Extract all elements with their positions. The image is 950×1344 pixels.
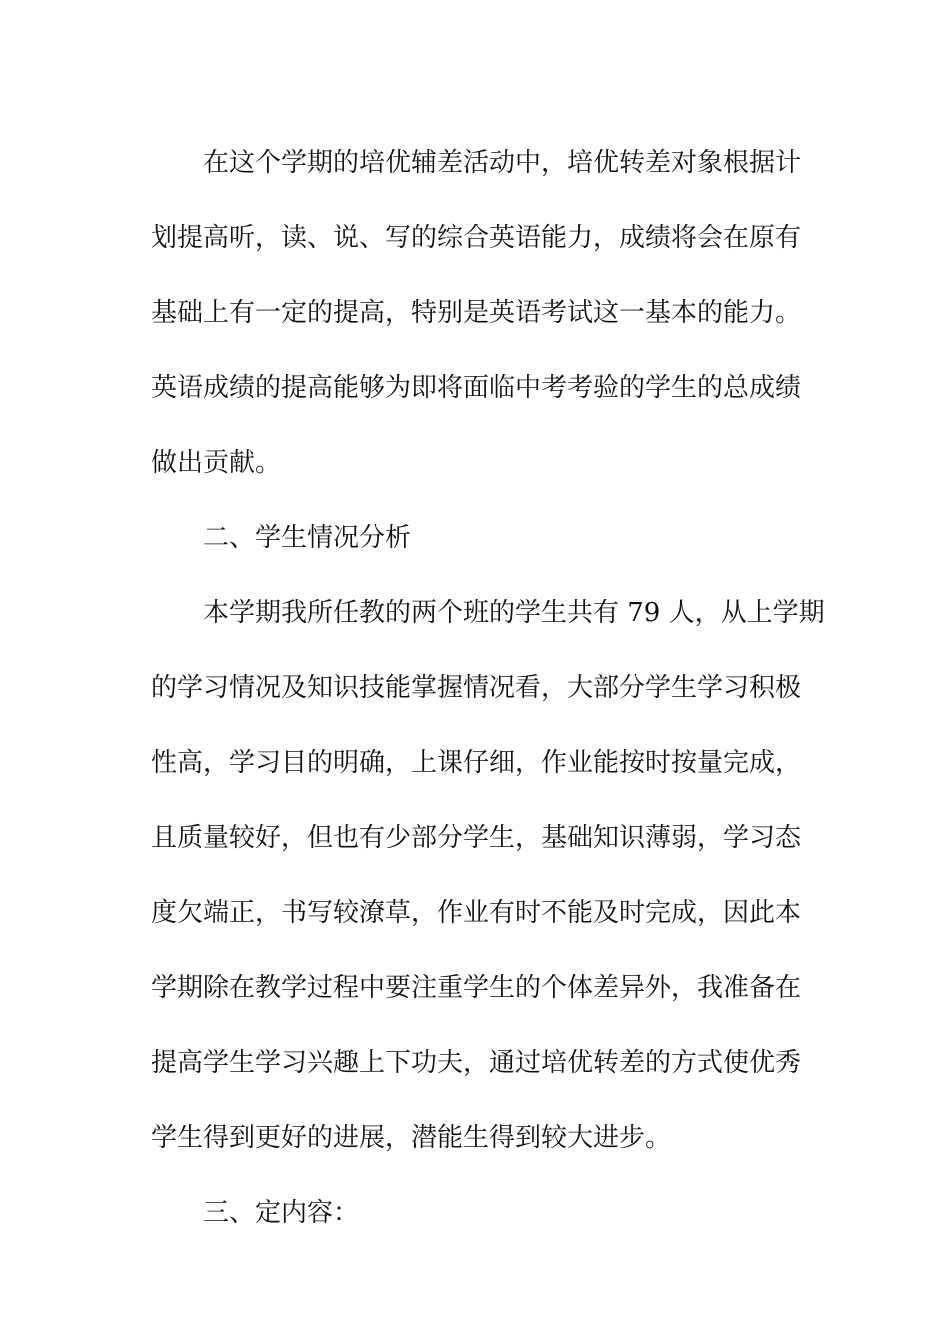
paragraph-student-analysis [151,576,825,1176]
text-line: 基础上有一定的提高，特别是英语考试这一基本的能力。 [151,298,802,328]
text-line: 学期除在教学过程中要注重学生的个体差异外，我准备在 [151,973,802,1003]
paragraph-goals [151,126,803,501]
section-heading-student-analysis: 二、学生情况分析 [203,523,412,553]
text-line: 度欠端正，书写较潦草，作业有时不能及时完成，因此本 [151,898,802,928]
text-line: 划提高听，读、说、写的综合英语能力，成绩将会在原有 [151,223,802,253]
document-body [151,126,825,1251]
text-line: 性高，学习目的明确，上课仔细，作业能按时按量完成， [151,748,802,778]
text-line: 做出贡献。 [151,448,282,478]
text-line: 提高学生学习兴趣上下功夫，通过培优转差的方式使优秀 [151,1048,802,1078]
text-line: 学生得到更好的进展，潜能生得到较大进步。 [151,1123,672,1153]
text-line: 在这个学期的培优辅差活动中，培优转差对象根据计 [203,148,802,178]
text-line: 且质量较好，但也有少部分学生，基础知识薄弱，学习态 [151,823,802,853]
text-line: 本学期我所任教的两个班的学生共有 79 人，从上学期 [203,598,825,628]
section-heading-content: 三、定内容： [203,1198,360,1228]
text-line: 的学习情况及知识技能掌握情况看，大部分学生学习积极 [151,673,802,703]
text-line: 英语成绩的提高能够为即将面临中考考验的学生的总成绩 [151,373,802,403]
